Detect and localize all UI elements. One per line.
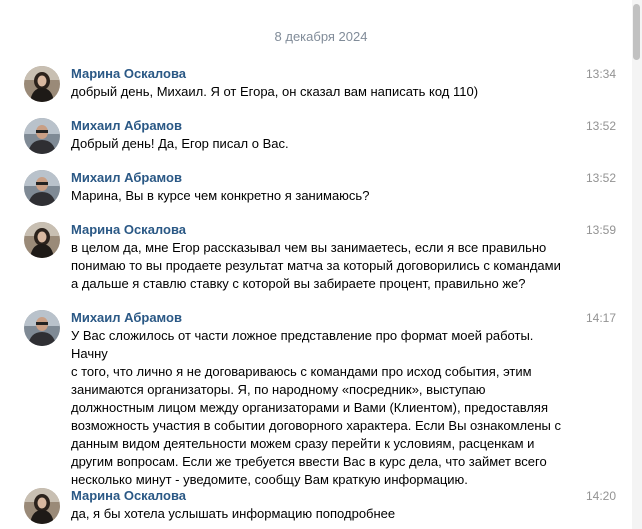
avatar-mikhail-photo <box>24 170 60 206</box>
scrollbar-thumb[interactable] <box>633 4 640 60</box>
avatar[interactable] <box>24 170 60 206</box>
message-time: 13:59 <box>586 223 617 237</box>
message-time: 13:52 <box>586 119 617 133</box>
avatar[interactable] <box>24 118 60 154</box>
message-author[interactable]: Марина Оскалова <box>71 222 187 237</box>
avatar[interactable] <box>24 310 60 346</box>
message-item <box>0 222 628 296</box>
message-author[interactable]: Марина Оскалова <box>71 488 187 503</box>
avatar-marina-photo <box>24 488 60 524</box>
message-item <box>0 118 628 158</box>
avatar[interactable] <box>24 222 60 258</box>
message-time: 14:20 <box>586 489 617 503</box>
message-text: добрый день, Михаил. Я от Егора, он сказал вам написать код 110) <box>71 84 479 99</box>
message-text: Марина, Вы в курсе чем конкретно я занимаюсь? <box>71 188 370 203</box>
message-time: 14:17 <box>586 311 617 325</box>
message-item <box>0 170 628 210</box>
message-time: 13:34 <box>586 67 617 81</box>
message-author[interactable]: Марина Оскалова <box>71 66 187 81</box>
message-time: 13:52 <box>586 171 617 185</box>
avatar-marina-photo <box>24 222 60 258</box>
message-item <box>0 310 628 487</box>
avatar-mikhail-photo <box>24 310 60 346</box>
message-text: да, я бы хотела услышать информацию поподробнее <box>71 506 396 521</box>
avatar-mikhail-photo <box>24 118 60 154</box>
message-text: У Вас сложилось от части ложное представление про формат моей работы. Начну с того, что лично я не договариваюсь с командами про исход события, этим занимаются организаторы. Я, по народному «посредник», выступаю должностным лицом между организаторами и Вами (Клиентом), предоставляя возможность участия в событии договорного характера. Если Вы ознакомлены с данным видом деятельности можем сразу перейти к условиям, расценкам и другим вопросам. Если же требуется ввести Вас в курс дела, что займет всего несколько минут - уведомите, сообщу Вам краткую информацию. <box>71 328 561 487</box>
message-text: Добрый день! Да, Егор писал о Вас. <box>71 136 289 151</box>
message-author[interactable]: Михаил Абрамов <box>71 310 182 325</box>
scrollbar-track[interactable] <box>632 0 642 529</box>
date-separator: 8 декабря 2024 <box>274 29 368 44</box>
message-item <box>0 488 628 528</box>
avatar[interactable] <box>24 488 60 524</box>
message-author[interactable]: Михаил Абрамов <box>71 170 182 185</box>
avatar-marina-photo <box>24 66 60 102</box>
avatar[interactable] <box>24 66 60 102</box>
message-item <box>0 66 628 106</box>
message-author[interactable]: Михаил Абрамов <box>71 118 182 133</box>
message-text: в целом да, мне Егор рассказывал чем вы занимаетесь, если я все правильно понимаю то вы продаете результат матча за который договорились с командами а дальше я ставлю ставку с которой вы забираете процент, правильно же? <box>71 240 561 291</box>
